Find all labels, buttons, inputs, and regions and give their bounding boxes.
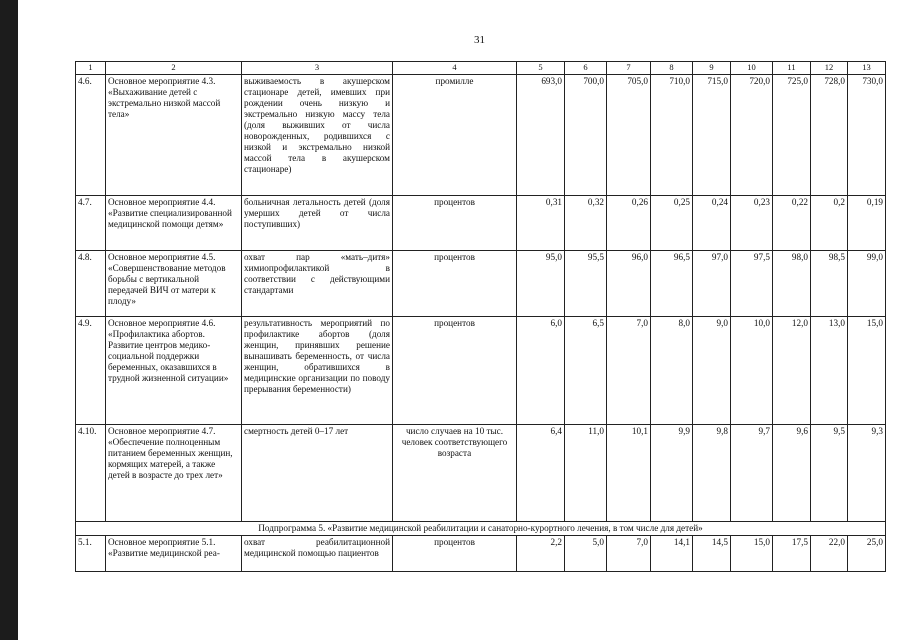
value-cell: 0,24 (693, 196, 731, 251)
value-cell: 720,0 (731, 75, 773, 196)
column-number: 3 (242, 62, 393, 75)
value-cell: 95,0 (517, 251, 565, 317)
value-cell: 10,1 (607, 425, 651, 522)
value-cell: 9,7 (731, 425, 773, 522)
value-cell: 99,0 (848, 251, 886, 317)
event-name: Основное мероприятие 5.1. «Развитие медицинской реа- (106, 536, 242, 572)
column-number: 11 (773, 62, 811, 75)
value-cell: 97,5 (731, 251, 773, 317)
value-cell: 9,8 (693, 425, 731, 522)
value-cell: 9,6 (773, 425, 811, 522)
unit: процентов (393, 536, 517, 572)
page-number: 31 (474, 34, 485, 46)
row-number: 4.10. (76, 425, 106, 522)
value-cell: 6,0 (517, 317, 565, 425)
value-cell: 95,5 (565, 251, 607, 317)
value-cell: 9,5 (811, 425, 848, 522)
row-number: 4.7. (76, 196, 106, 251)
subprogram-row (76, 522, 886, 536)
unit: процентов (393, 251, 517, 317)
value-cell: 96,5 (651, 251, 693, 317)
value-cell: 13,0 (811, 317, 848, 425)
table-row (76, 251, 886, 317)
value-cell: 7,0 (607, 317, 651, 425)
value-cell: 8,0 (651, 317, 693, 425)
event-name: Основное мероприятие 4.3. «Выхаживание детей с экстремально низкой массой тела» (106, 75, 242, 196)
value-cell: 9,0 (693, 317, 731, 425)
value-cell: 0,31 (517, 196, 565, 251)
value-cell: 7,0 (607, 536, 651, 572)
value-cell: 0,22 (773, 196, 811, 251)
table-row (76, 196, 886, 251)
value-cell: 15,0 (731, 536, 773, 572)
scan-left-edge (0, 0, 18, 640)
event-name: Основное мероприятие 4.5. «Совершенствование методов борьбы с вертикальной передачей ВИЧ от матери к плоду» (106, 251, 242, 317)
value-cell: 693,0 (517, 75, 565, 196)
row-number: 4.6. (76, 75, 106, 196)
column-number: 5 (517, 62, 565, 75)
column-number: 4 (393, 62, 517, 75)
unit: процентов (393, 317, 517, 425)
event-name: Основное мероприятие 4.4. «Развитие специализированной медицинской помощи детям» (106, 196, 242, 251)
value-cell: 14,1 (651, 536, 693, 572)
value-cell: 9,3 (848, 425, 886, 522)
row-number: 5.1. (76, 536, 106, 572)
column-number: 13 (848, 62, 886, 75)
value-cell: 12,0 (773, 317, 811, 425)
value-cell: 97,0 (693, 251, 731, 317)
value-cell: 0,25 (651, 196, 693, 251)
value-cell: 17,5 (773, 536, 811, 572)
column-number: 1 (76, 62, 106, 75)
column-number: 8 (651, 62, 693, 75)
row-number: 4.8. (76, 251, 106, 317)
value-cell: 705,0 (607, 75, 651, 196)
value-cell: 22,0 (811, 536, 848, 572)
table-row (76, 75, 886, 196)
value-cell: 25,0 (848, 536, 886, 572)
program-indicators-table (75, 61, 886, 572)
indicator-name: охват реабилитационной медицинской помощью пациентов (242, 536, 393, 572)
value-cell: 0,2 (811, 196, 848, 251)
column-number: 10 (731, 62, 773, 75)
value-cell: 725,0 (773, 75, 811, 196)
unit: процентов (393, 196, 517, 251)
value-cell: 0,26 (607, 196, 651, 251)
table-row (76, 425, 886, 522)
indicator-name: охват пар «мать–дитя» химиопрофилактикой в соответствии с действующими стандартами (242, 251, 393, 317)
indicator-name: выживаемость в акушерском стационаре детей, имевших при рождении очень низкую и экстремально низкую массу тела (доля выживших от числа новорожденных, родившихся с низкой и экстремально низкой массой тела в акушерском стационаре) (242, 75, 393, 196)
value-cell: 11,0 (565, 425, 607, 522)
value-cell: 730,0 (848, 75, 886, 196)
value-cell: 6,4 (517, 425, 565, 522)
column-number: 6 (565, 62, 607, 75)
value-cell: 0,32 (565, 196, 607, 251)
value-cell: 2,2 (517, 536, 565, 572)
value-cell: 0,23 (731, 196, 773, 251)
value-cell: 728,0 (811, 75, 848, 196)
subprogram-title: Подпрограмма 5. «Развитие медицинской реабилитации и санаторно-курортного лечения, в том числе для детей» (76, 522, 886, 536)
row-number: 4.9. (76, 317, 106, 425)
table-row (76, 317, 886, 425)
value-cell: 96,0 (607, 251, 651, 317)
column-number: 2 (106, 62, 242, 75)
column-number: 12 (811, 62, 848, 75)
column-number: 9 (693, 62, 731, 75)
value-cell: 5,0 (565, 536, 607, 572)
event-name: Основное мероприятие 4.6. «Профилактика абортов. Развитие центров медико-социальной поддержки беременных, оказавшихся в трудной жизненной ситуации» (106, 317, 242, 425)
column-number: 7 (607, 62, 651, 75)
table-row (76, 536, 886, 572)
value-cell: 9,9 (651, 425, 693, 522)
value-cell: 700,0 (565, 75, 607, 196)
column-number-row (76, 62, 886, 75)
event-name: Основное мероприятие 4.7. «Обеспечение полноценным питанием беременных женщин, кормящих матерей, а также детей в возрасте до трех лет» (106, 425, 242, 522)
value-cell: 14,5 (693, 536, 731, 572)
value-cell: 6,5 (565, 317, 607, 425)
unit: промилле (393, 75, 517, 196)
indicator-name: больничная летальность детей (доля умерших детей от числа поступивших) (242, 196, 393, 251)
value-cell: 98,0 (773, 251, 811, 317)
indicator-name: смертность детей 0–17 лет (242, 425, 393, 522)
unit: число случаев на 10 тыс. человек соответствующего возраста (393, 425, 517, 522)
value-cell: 98,5 (811, 251, 848, 317)
value-cell: 15,0 (848, 317, 886, 425)
indicator-name: результативность мероприятий по профилактике абортов (доля женщин, принявших решение вынашивать беременность, от числа женщин, обратившихся в медицинские организации по поводу прерывания беременности) (242, 317, 393, 425)
value-cell: 10,0 (731, 317, 773, 425)
value-cell: 710,0 (651, 75, 693, 196)
value-cell: 0,19 (848, 196, 886, 251)
value-cell: 715,0 (693, 75, 731, 196)
